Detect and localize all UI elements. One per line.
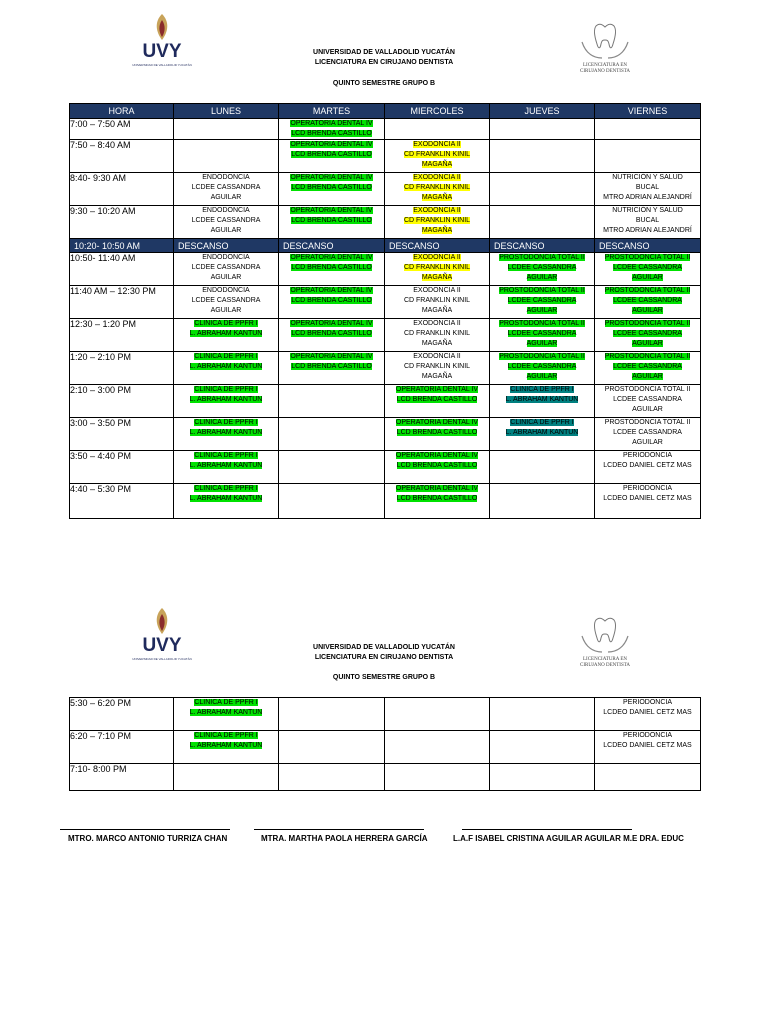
schedule-cell xyxy=(385,119,490,140)
class-line: LCDEE CASSANDRA xyxy=(613,330,682,337)
class-line: OPERATORIA DENTAL IV xyxy=(290,254,373,261)
class-line: MAGAÑA xyxy=(421,373,453,380)
program-name: LICENCIATURA EN CIRUJANO DENTISTA xyxy=(314,59,454,66)
schedule-cell xyxy=(490,352,595,385)
class-line: EXODONCIA II xyxy=(413,320,461,327)
class-line: AGUILAR xyxy=(632,274,663,281)
schedule-cell xyxy=(595,484,701,519)
schedule-cell xyxy=(490,119,595,140)
table-header-row xyxy=(70,104,701,119)
schedule-cell xyxy=(279,140,385,173)
table-row xyxy=(70,484,701,519)
schedule-cell xyxy=(279,319,385,352)
class-line: L. ABRAHAM KANTUN xyxy=(189,330,263,337)
class-line: L. ABRAHAM KANTUN xyxy=(189,462,263,469)
schedule-cell xyxy=(174,140,279,173)
time-cell: 10:50- 11:40 AM xyxy=(70,253,174,286)
break-cell: DESCANSO xyxy=(385,239,490,253)
class-line: PROSTODONCIA TOTAL II xyxy=(499,254,585,261)
schedule-cell xyxy=(174,385,279,418)
schedule-cell xyxy=(385,352,490,385)
class-line: LCDEE CASSANDRA xyxy=(191,184,261,191)
schedule-cell xyxy=(174,173,279,206)
schedule-cell xyxy=(595,764,701,791)
class-line: LCD BRENDA CASTILLO xyxy=(396,462,478,469)
class-line: CLINICA DE PPFR I xyxy=(194,732,258,739)
class-line: LCDEE CASSANDRA xyxy=(613,396,682,403)
time-cell: 5:30 – 6:20 PM xyxy=(70,698,174,731)
break-cell: DESCANSO xyxy=(174,239,279,253)
time-cell: 9:30 – 10:20 AM xyxy=(70,206,174,239)
schedule-cell xyxy=(174,698,279,731)
schedule-cell xyxy=(174,451,279,484)
class-line: AGUILAR xyxy=(210,274,242,281)
schedule-cell xyxy=(279,286,385,319)
schedule-cell xyxy=(385,731,490,764)
class-line: CLINICA DE PPFR I xyxy=(194,386,258,393)
university-name: UNIVERSIDAD DE VALLADOLID YUCATÁN xyxy=(313,644,455,651)
class-line: PROSTODONCIA TOTAL II xyxy=(499,353,585,360)
class-line: LCD BRENDA CASTILLO xyxy=(396,396,478,403)
schedule-cell xyxy=(174,253,279,286)
class-line: L. ABRAHAM KANTUN xyxy=(189,396,263,403)
class-line: MAGAÑA xyxy=(421,274,453,281)
schedule-table-page-1 xyxy=(69,103,701,519)
class-line: PERIODONCIA xyxy=(622,485,672,492)
class-line: L. ABRAHAM KANTUN xyxy=(505,429,579,436)
schedule-cell xyxy=(385,484,490,519)
class-line: LCDEE CASSANDRA xyxy=(191,297,261,304)
table-row xyxy=(70,206,701,239)
col-header-martes: MARTES xyxy=(279,104,385,119)
class-line: LCD BRENDA CASTILLO xyxy=(291,217,372,224)
class-line: CD FRANKLIN KINIL xyxy=(403,184,471,191)
time-cell: 3:00 – 3:50 PM xyxy=(70,418,174,451)
class-line: OPERATORIA DENTAL IV xyxy=(395,419,479,426)
signature-line xyxy=(462,829,632,830)
class-line: LCD BRENDA CASTILLO xyxy=(396,495,478,502)
time-cell: 7:50 – 8:40 AM xyxy=(70,140,174,173)
col-header-viernes: VIERNES xyxy=(595,104,701,119)
schedule-cell xyxy=(490,319,595,352)
university-name: UNIVERSIDAD DE VALLADOLID YUCATÁN xyxy=(313,49,455,56)
schedule-cell xyxy=(595,698,701,731)
schedule-cell xyxy=(490,286,595,319)
schedule-cell xyxy=(385,319,490,352)
group-label: QUINTO SEMESTRE GRUPO B xyxy=(332,80,436,87)
schedule-cell xyxy=(490,698,595,731)
table-row xyxy=(70,418,701,451)
time-cell: 3:50 – 4:40 PM xyxy=(70,451,174,484)
class-line: OPERATORIA DENTAL IV xyxy=(290,141,373,148)
class-line: AGUILAR xyxy=(210,307,242,314)
class-line: MTRO ADRIAN ALEJANDRÍ xyxy=(603,194,692,201)
class-line: LCD BRENDA CASTILLO xyxy=(291,363,372,370)
signature-line xyxy=(60,829,230,830)
svg-text:CIRUJANO DENTISTA: CIRUJANO DENTISTA xyxy=(579,69,631,74)
dentistry-logo xyxy=(574,612,636,670)
class-line: OPERATORIA DENTAL IV xyxy=(290,120,373,127)
class-line: LCD BRENDA CASTILLO xyxy=(396,429,478,436)
schedule-cell xyxy=(385,451,490,484)
break-cell: DESCANSO xyxy=(595,239,701,253)
class-line: BUCAL xyxy=(635,217,660,224)
class-line: EXODONCIA II xyxy=(413,287,461,294)
svg-text:UNIVERSIDAD DE VALLADOLID YUCA: UNIVERSIDAD DE VALLADOLID YUCATÁN xyxy=(132,657,192,661)
class-line: AGUILAR xyxy=(526,307,558,314)
schedule-cell xyxy=(174,352,279,385)
schedule-cell xyxy=(595,385,701,418)
class-line: CLINICA DE PPFR I xyxy=(194,452,258,459)
class-line: ENDODONCIA xyxy=(202,287,250,294)
class-line: CD FRANKLIN KINIL xyxy=(403,330,471,337)
class-line: L. ABRAHAM KANTUN xyxy=(189,495,263,502)
table-row xyxy=(70,764,701,791)
schedule-cell xyxy=(385,173,490,206)
schedule-cell xyxy=(385,698,490,731)
schedule-cell xyxy=(279,484,385,519)
tooth-hands-icon xyxy=(574,612,636,670)
schedule-cell xyxy=(279,352,385,385)
schedule-cell xyxy=(490,206,595,239)
class-line: AGUILAR xyxy=(210,194,242,201)
schedule-cell xyxy=(279,731,385,764)
class-line: PROSTODONCIA TOTAL II xyxy=(604,353,691,360)
table-row xyxy=(70,698,701,731)
class-line: EXODONCIA II xyxy=(413,353,461,360)
class-line: LCDEO DANIEL CETZ MAS xyxy=(603,742,692,749)
time-cell: 2:10 – 3:00 PM xyxy=(70,385,174,418)
class-line: AGUILAR xyxy=(526,373,558,380)
class-line: EXODONCIA II xyxy=(413,141,461,148)
class-line: ENDODONCIA xyxy=(202,254,250,261)
class-line: OPERATORIA DENTAL IV xyxy=(395,452,479,459)
class-line: PROSTODONCIA TOTAL II xyxy=(604,254,691,261)
time-cell: 12:30 – 1:20 PM xyxy=(70,319,174,352)
col-header-lunes: LUNES xyxy=(174,104,279,119)
table-row xyxy=(70,451,701,484)
table-row xyxy=(70,173,701,206)
schedule-cell xyxy=(595,352,701,385)
group-label: QUINTO SEMESTRE GRUPO B xyxy=(332,674,436,681)
break-cell: DESCANSO xyxy=(279,239,385,253)
time-cell: 11:40 AM – 12:30 PM xyxy=(70,286,174,319)
class-line: L. ABRAHAM KANTUN xyxy=(189,709,263,716)
schedule-cell xyxy=(279,173,385,206)
class-line: AGUILAR xyxy=(632,307,663,314)
schedule-cell xyxy=(174,484,279,519)
class-line: L. ABRAHAM KANTUN xyxy=(189,429,263,436)
schedule-cell xyxy=(279,698,385,731)
table-row xyxy=(70,352,701,385)
class-line: CD FRANKLIN KINIL xyxy=(403,363,471,370)
class-line: L. ABRAHAM KANTUN xyxy=(189,363,263,370)
class-line: CD FRANKLIN KINIL xyxy=(403,151,471,158)
schedule-cell xyxy=(595,173,701,206)
schedule-cell xyxy=(595,119,701,140)
schedule-cell xyxy=(595,206,701,239)
col-header-jueves: JUEVES xyxy=(490,104,595,119)
class-line: LCD BRENDA CASTILLO xyxy=(291,130,372,137)
time-cell: 7:00 – 7:50 AM xyxy=(70,119,174,140)
class-line: MAGAÑA xyxy=(421,161,453,168)
class-line: AGUILAR xyxy=(526,274,558,281)
class-line: LCD BRENDA CASTILLO xyxy=(291,264,372,271)
schedule-cell xyxy=(595,253,701,286)
class-line: LCDEE CASSANDRA xyxy=(191,217,261,224)
class-line: MAGAÑA xyxy=(421,340,453,347)
schedule-cell xyxy=(385,764,490,791)
class-line: CLINICA DE PPFR I xyxy=(194,419,258,426)
schedule-cell xyxy=(595,451,701,484)
schedule-cell xyxy=(385,140,490,173)
table-row xyxy=(70,385,701,418)
class-line: CLINICA DE PPFR I xyxy=(194,353,258,360)
schedule-cell xyxy=(174,731,279,764)
class-line: CD FRANKLIN KINIL xyxy=(403,264,471,271)
schedule-cell xyxy=(490,385,595,418)
schedule-cell xyxy=(174,206,279,239)
class-line: PROSTODONCIA TOTAL II xyxy=(499,287,585,294)
schedule-cell xyxy=(385,418,490,451)
schedule-cell xyxy=(279,206,385,239)
col-header-miercoles: MIERCOLES xyxy=(385,104,490,119)
class-line: AGUILAR xyxy=(632,406,663,413)
class-line: PROSTODONCIA TOTAL II xyxy=(604,419,691,426)
class-line: EXODONCIA II xyxy=(413,207,461,214)
class-line: LCDEE CASSANDRA xyxy=(507,363,577,370)
schedule-cell xyxy=(279,119,385,140)
schedule-cell xyxy=(385,286,490,319)
class-line: CLINICA DE PPFR I xyxy=(194,320,258,327)
schedule-cell xyxy=(490,173,595,206)
schedule-cell xyxy=(174,286,279,319)
class-line: OPERATORIA DENTAL IV xyxy=(395,485,479,492)
schedule-cell xyxy=(279,764,385,791)
class-line: PERIODONCIA xyxy=(622,452,672,459)
class-line: LCD BRENDA CASTILLO xyxy=(291,297,372,304)
class-line: LCD BRENDA CASTILLO xyxy=(291,330,372,337)
class-line: MAGAÑA xyxy=(421,307,453,314)
class-line: LCDEE CASSANDRA xyxy=(613,264,682,271)
class-line: AGUILAR xyxy=(632,340,663,347)
class-line: L. ABRAHAM KANTUN xyxy=(505,396,579,403)
tooth-hands-icon xyxy=(574,18,636,76)
class-line: LCDEO DANIEL CETZ MAS xyxy=(603,709,692,716)
schedule-cell xyxy=(595,140,701,173)
class-line: LCDEE CASSANDRA xyxy=(613,363,682,370)
class-line: PROSTODONCIA TOTAL II xyxy=(604,320,691,327)
schedule-cell xyxy=(595,319,701,352)
schedule-cell xyxy=(595,731,701,764)
class-line: CD FRANKLIN KINIL xyxy=(403,297,471,304)
class-line: L. ABRAHAM KANTUN xyxy=(189,742,263,749)
time-cell: 4:40 – 5:30 PM xyxy=(70,484,174,519)
schedule-cell xyxy=(279,253,385,286)
schedule-cell xyxy=(279,385,385,418)
schedule-cell xyxy=(595,286,701,319)
class-line: ENDODONCIA xyxy=(202,174,250,181)
time-cell: 10:20- 10:50 AM xyxy=(70,239,174,253)
time-cell: 6:20 – 7:10 PM xyxy=(70,731,174,764)
class-line: LCDEE CASSANDRA xyxy=(191,264,261,271)
class-line: OPERATORIA DENTAL IV xyxy=(290,287,373,294)
class-line: LCDEE CASSANDRA xyxy=(507,264,577,271)
svg-text:UVY: UVY xyxy=(142,635,182,656)
class-line: OPERATORIA DENTAL IV xyxy=(290,207,373,214)
schedule-cell xyxy=(490,253,595,286)
class-line: OPERATORIA DENTAL IV xyxy=(290,353,373,360)
class-line: LCDEE CASSANDRA xyxy=(507,330,577,337)
class-line: AGUILAR xyxy=(526,340,558,347)
class-line: CLINICA DE PPFR I xyxy=(510,386,574,393)
table-row xyxy=(70,119,701,140)
table-row xyxy=(70,731,701,764)
svg-text:CIRUJANO DENTISTA: CIRUJANO DENTISTA xyxy=(579,663,631,668)
class-line: CD FRANKLIN KINIL xyxy=(403,217,471,224)
class-line: PERIODONCIA xyxy=(622,699,672,706)
time-cell: 7:10- 8:00 PM xyxy=(70,764,174,791)
svg-text:LICENCIATURA EN: LICENCIATURA EN xyxy=(582,657,628,662)
schedule-cell xyxy=(279,418,385,451)
schedule-cell xyxy=(385,206,490,239)
class-line: LCDEO DANIEL CETZ MAS xyxy=(603,495,692,502)
program-name: LICENCIATURA EN CIRUJANO DENTISTA xyxy=(314,654,454,661)
class-line: CLINICA DE PPFR I xyxy=(194,485,258,492)
schedule-cell xyxy=(490,731,595,764)
svg-text:LICENCIATURA EN: LICENCIATURA EN xyxy=(582,63,628,68)
signature-line xyxy=(254,829,424,830)
schedule-cell xyxy=(490,418,595,451)
class-line: OPERATORIA DENTAL IV xyxy=(290,174,373,181)
signature-name-2: MTRA. MARTHA PAOLA HERRERA GARCÍA xyxy=(261,834,428,843)
class-line: MTRO ADRIAN ALEJANDRÍ xyxy=(603,227,692,234)
signature-name-1: MTRO. MARCO ANTONIO TURRIZA CHAN xyxy=(68,834,228,843)
class-line: BUCAL xyxy=(635,184,660,191)
class-line: NUTRICIÓN Y SALUD xyxy=(612,174,683,181)
class-line: LCDEE CASSANDRA xyxy=(613,297,682,304)
schedule-cell xyxy=(490,764,595,791)
class-line: CLINICA DE PPFR I xyxy=(510,419,574,426)
svg-text:UVY: UVY xyxy=(142,41,182,62)
schedule-cell xyxy=(385,385,490,418)
class-line: MAGAÑA xyxy=(421,227,453,234)
time-cell: 8:40- 9:30 AM xyxy=(70,173,174,206)
svg-text:UNIVERSIDAD DE VALLADOLID YUCA: UNIVERSIDAD DE VALLADOLID YUCATÁN xyxy=(132,63,192,67)
class-line: LCD BRENDA CASTILLO xyxy=(291,151,372,158)
table-row xyxy=(70,140,701,173)
class-line: AGUILAR xyxy=(632,439,663,446)
schedule-table-page-2 xyxy=(69,697,701,791)
class-line: EXODONCIA II xyxy=(413,174,461,181)
schedule-cell xyxy=(490,140,595,173)
class-line: PROSTODONCIA TOTAL II xyxy=(604,287,691,294)
class-line: CLINICA DE PPFR I xyxy=(194,699,258,706)
class-line: NUTRICIÓN Y SALUD xyxy=(612,207,683,214)
class-line: PROSTODONCIA TOTAL II xyxy=(604,386,691,393)
table-row xyxy=(70,253,701,286)
class-line: OPERATORIA DENTAL IV xyxy=(395,386,479,393)
class-line: EXODONCIA II xyxy=(413,254,461,261)
table-row xyxy=(70,286,701,319)
signature-name-3: L.A.F ISABEL CRISTINA AGUILAR AGUILAR M.E DRA. EDUC xyxy=(453,834,684,843)
schedule-cell xyxy=(595,418,701,451)
schedule-cell xyxy=(490,484,595,519)
break-cell: DESCANSO xyxy=(490,239,595,253)
class-line: OPERATORIA DENTAL IV xyxy=(290,320,373,327)
class-line: ENDODONCIA xyxy=(202,207,250,214)
schedule-cell xyxy=(174,319,279,352)
schedule-cell xyxy=(174,418,279,451)
class-line: AGUILAR xyxy=(210,227,242,234)
class-line: PERIODONCIA xyxy=(622,732,672,739)
schedule-cell xyxy=(279,451,385,484)
class-line: AGUILAR xyxy=(632,373,663,380)
time-cell: 1:20 – 2:10 PM xyxy=(70,352,174,385)
class-line: PROSTODONCIA TOTAL II xyxy=(499,320,585,327)
class-line: LCDEO DANIEL CETZ MAS xyxy=(603,462,692,469)
class-line: LCDEE CASSANDRA xyxy=(613,429,682,436)
table-row xyxy=(70,319,701,352)
break-row xyxy=(70,239,701,253)
schedule-cell xyxy=(490,451,595,484)
class-line: MAGAÑA xyxy=(421,194,453,201)
class-line: LCDEE CASSANDRA xyxy=(507,297,577,304)
schedule-cell xyxy=(385,253,490,286)
class-line: LCD BRENDA CASTILLO xyxy=(291,184,372,191)
col-header-hora: HORA xyxy=(70,104,174,119)
schedule-cell xyxy=(174,764,279,791)
schedule-cell xyxy=(174,119,279,140)
dentistry-logo xyxy=(574,18,636,76)
